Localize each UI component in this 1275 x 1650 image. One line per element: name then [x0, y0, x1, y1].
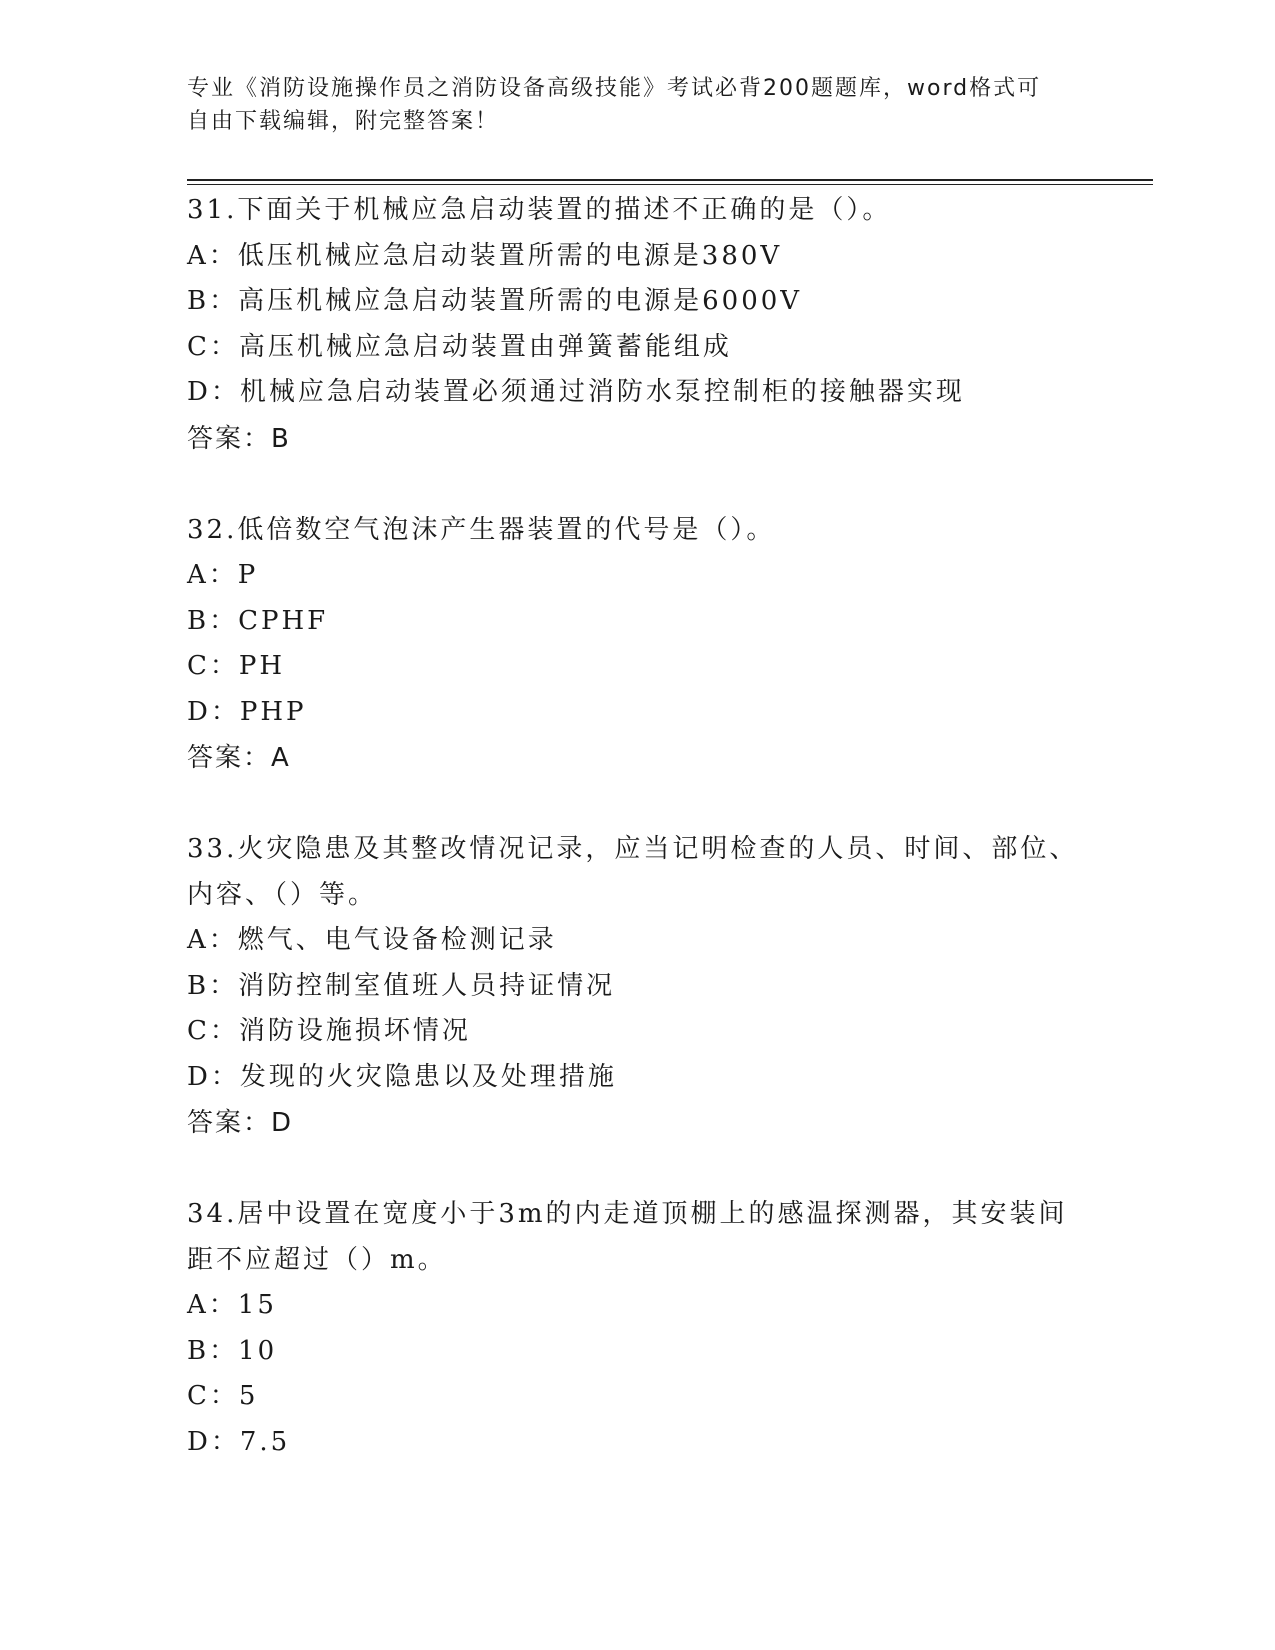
header-line-2: 自由下载编辑，附完整答案！ [187, 109, 500, 134]
question-stem-line-2: 距不应超过（）m。 [187, 1244, 447, 1275]
question-33 [187, 827, 1087, 1146]
question-32 [187, 508, 1087, 782]
question-stem-line-1: 33.火灾隐患及其整改情况记录，应当记明检查的人员、时间、部位、 [187, 834, 1079, 864]
option-b: B：10 [187, 1335, 278, 1366]
option-c: C：消防设施损坏情况 [187, 1016, 471, 1046]
answer-label: 答案：B [187, 423, 291, 454]
option-d: D：机械应急启动装置必须通过消防水泵控制柜的接触器实现 [187, 377, 965, 407]
option-c: C：PH [187, 651, 286, 681]
question-stem-line-1: 34.居中设置在宽度小于3m的内走道顶棚上的感温探测器，其安装间 [187, 1199, 1068, 1229]
option-b: B：高压机械应急启动装置所需的电源是6000V [187, 286, 803, 316]
question-list [187, 188, 1087, 1511]
option-a: A：15 [187, 1290, 277, 1320]
option-a: A：低压机械应急启动装置所需的电源是380V [187, 240, 783, 271]
option-a: A：燃气、电气设备检测记录 [187, 925, 557, 955]
question-31 [187, 188, 1087, 462]
question-stem: 31.下面关于机械应急启动装置的描述不正确的是（）。 [187, 195, 892, 225]
option-d: D：7.5 [187, 1426, 291, 1457]
option-b: B：消防控制室值班人员持证情况 [187, 970, 616, 1001]
question-34 [187, 1192, 1087, 1465]
answer-label: 答案：A [187, 743, 291, 773]
header-divider-thin [187, 184, 1153, 185]
question-stem: 32.低倍数空气泡沫产生器装置的代号是（）。 [187, 514, 776, 545]
answer-label: 答案：D [187, 1108, 294, 1138]
header-line-1: 专业《消防设施操作员之消防设备高级技能》考试必背200题题库，word格式可 [187, 76, 1042, 101]
option-d: D：PHP [187, 696, 307, 727]
header-divider-thick [187, 179, 1153, 181]
option-c: C：高压机械应急启动装置由弹簧蓄能组成 [187, 331, 732, 362]
option-c: C：5 [187, 1381, 259, 1411]
option-b: B：CPHF [187, 605, 329, 636]
option-d: D：发现的火灾隐患以及处理措施 [187, 1061, 617, 1092]
question-stem-line-2: 内容、（）等。 [187, 879, 378, 910]
option-a: A：P [187, 560, 259, 590]
document-header [187, 72, 1087, 138]
